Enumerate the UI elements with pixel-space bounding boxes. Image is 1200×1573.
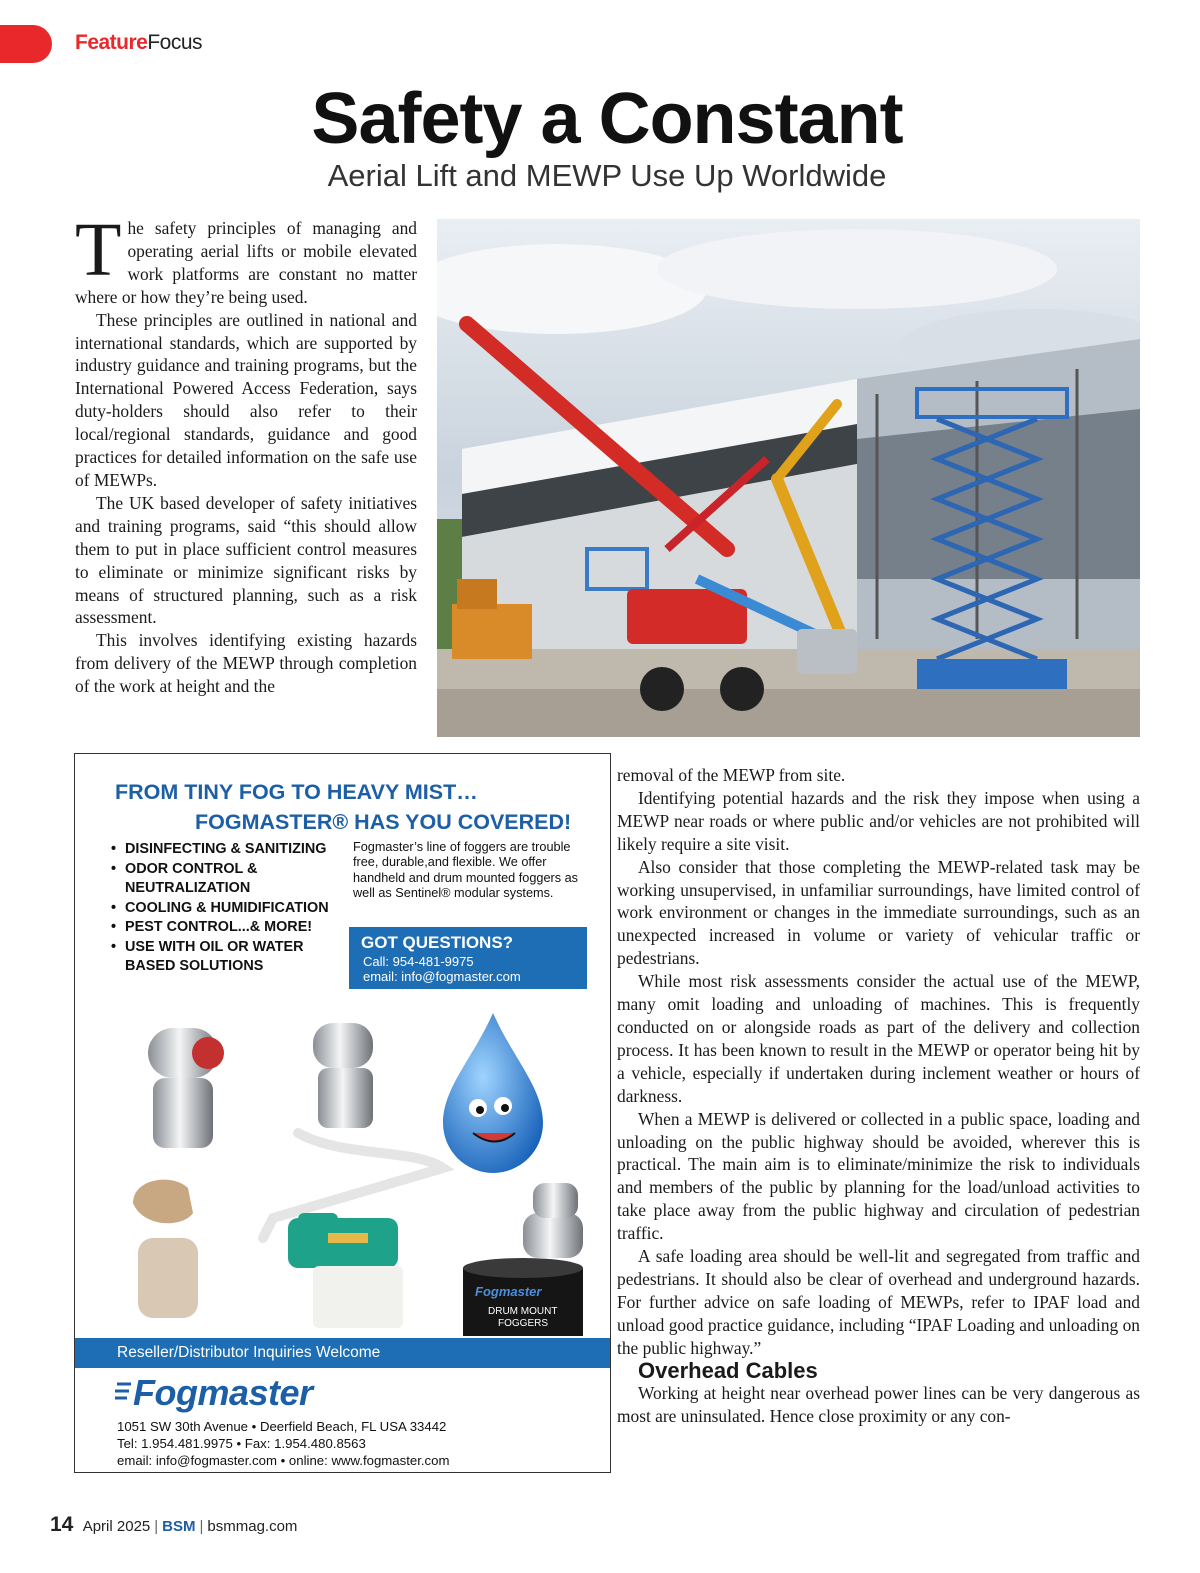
- footer-separator: |: [154, 1518, 159, 1535]
- magazine-website[interactable]: bsmmag.com: [207, 1518, 298, 1535]
- ad-feature-list: [111, 840, 351, 977]
- paragraph: These principles are outlined in national and international standards, which are supported by industry guidance and training programs, but the International Powered Access Federation, says duty-holders should also refer to their local/regional standards, guidance and good practices for detailed information on the safe use of MEWPs.: [75, 309, 417, 490]
- issue-date: April 2025: [82, 1518, 151, 1535]
- ad-description: Fogmaster’s line of foggers are trouble free, durable,and flexible. We offer handheld and drum mounted foggers as well as Sentinel® modular systems.: [353, 840, 579, 901]
- fogger-products-image: [113, 998, 583, 1336]
- page-footer: [50, 1513, 297, 1537]
- paragraph: [75, 208, 417, 309]
- section-subheading: Overhead Cables: [638, 1357, 818, 1383]
- paragraph: While most risk assessments consider the actual use of the MEWP, many omit loading and unloading of machines. This is frequently conducted on or alongside roads as part of the delivery and collection process. It has been known to result in the MEWP or operator being hit by a vehicle, especially if undertaken during inclement weather or hours of darkness.: [617, 971, 1140, 1106]
- article-title: Safety a Constant: [311, 79, 903, 159]
- section-label-light: Focus: [147, 31, 203, 54]
- drum-label-line-1: DRUM MOUNT: [488, 1306, 558, 1317]
- ad-subheadline: FOGMASTER® HAS YOU COVERED!: [195, 810, 572, 834]
- paragraph: Identifying potential hazards and the risk they impose when using a MEWP near roads or where public and/or vehicles are not prohibited will likely require a site visit.: [617, 787, 1140, 854]
- section-tab-marker: [0, 25, 52, 63]
- ad-address-line: 1051 SW 30th Avenue • Deerfield Beach, FL USA 33442: [117, 1419, 447, 1434]
- ad-feature-item: • COOLING & HUMIDIFICATION: [111, 899, 351, 919]
- article-column-1: [75, 208, 417, 698]
- paragraph: When a MEWP is delivered or collected in a public space, loading and unloading on the public highway should be avoided, wherever this is practical. The main aim is to eliminate/minimize the risk to individuals and members of the public by planning for the load/unload activities to take place away from the public highway and circulation of pedestrian traffic.: [617, 1108, 1140, 1244]
- page-number: 14: [50, 1513, 74, 1536]
- ad-reseller-text: Reseller/Distributor Inquiries Welcome: [117, 1344, 381, 1361]
- fogmaster-advertisement[interactable]: [74, 753, 611, 1473]
- ad-contact-info: [363, 954, 521, 984]
- fogmaster-logo: Fogmaster: [133, 1372, 313, 1413]
- paragraph: Working at height near overhead power lines can be very dangerous as most are uninsulated. Hence close proximity or any con-: [617, 1383, 1140, 1427]
- paragraph: This involves identifying existing hazards from delivery of the MEWP through completion of the work at height and the: [75, 630, 417, 697]
- ad-feature-item: • PEST CONTROL...& MORE!: [111, 918, 351, 938]
- mewp-construction-photo: [437, 219, 1140, 737]
- ad-feature-item: • DISINFECTING & SANITIZING: [111, 840, 351, 860]
- ad-phone-fax-line: Tel: 1.954.481.9975 • Fax: 1.954.480.8563: [117, 1436, 366, 1451]
- paragraph-text: he safety principles of managing and operating aerial lifts or mobile elevated work platforms are constant no matter where or how they’re being used.: [75, 218, 417, 307]
- paragraph: Also consider that those completing the MEWP-related task may be working unsupervised, in unfamiliar surroundings, have limited control of work environment or changes in the immediate surroundings, such as an unexpected increased in volume or variety of vehicular traffic or pedestrians.: [617, 856, 1140, 969]
- drum-brand-label: Fogmaster: [475, 1284, 542, 1299]
- ad-reseller-band: [75, 1338, 610, 1368]
- ad-phone: Call: 954-481-9975: [363, 954, 474, 969]
- drop-cap: T: [75, 208, 122, 292]
- ad-feature-item: • USE WITH OIL OR WATER BASED SOLUTIONS: [111, 938, 351, 977]
- article-column-2: [617, 764, 1140, 1428]
- ad-email-web-line: email: info@fogmaster.com • online: www.fogmaster.com: [117, 1453, 450, 1468]
- ad-headline: FROM TINY FOG TO HEAVY MIST…: [115, 780, 478, 804]
- section-label-bold: Feature: [75, 31, 148, 54]
- paragraph: A safe loading area should be well-lit and segregated from traffic and pedestrians. It should also be clear of overhead and underground hazards. For further advice on safe loading of MEWPs, refer to IPAF load and unload good practice guidance, including “IPAF Loading and unloading on the public highway.”: [617, 1246, 1140, 1358]
- ad-questions-heading: GOT QUESTIONS?: [361, 933, 514, 952]
- section-label: [75, 31, 202, 55]
- drum-label-line-2: FOGGERS: [498, 1318, 549, 1329]
- paragraph: removal of the MEWP from site.: [617, 765, 846, 785]
- footer-separator: |: [199, 1518, 204, 1535]
- ad-feature-item: • ODOR CONTROL & NEUTRALIZATION: [111, 860, 351, 899]
- paragraph: The UK based developer of safety initiatives and training programs, said “this should allow them to put in place sufficient control measures to eliminate or minimize significant risks by means of structured planning, such as a risk assessment.: [75, 492, 417, 628]
- article-subtitle: Aerial Lift and MEWP Use Up Worldwide: [327, 158, 887, 193]
- ad-email: email: info@fogmaster.com: [363, 969, 521, 984]
- magazine-brand: BSM: [162, 1518, 196, 1535]
- ad-contact-box: [349, 927, 587, 989]
- ad-address-block: [117, 1418, 449, 1469]
